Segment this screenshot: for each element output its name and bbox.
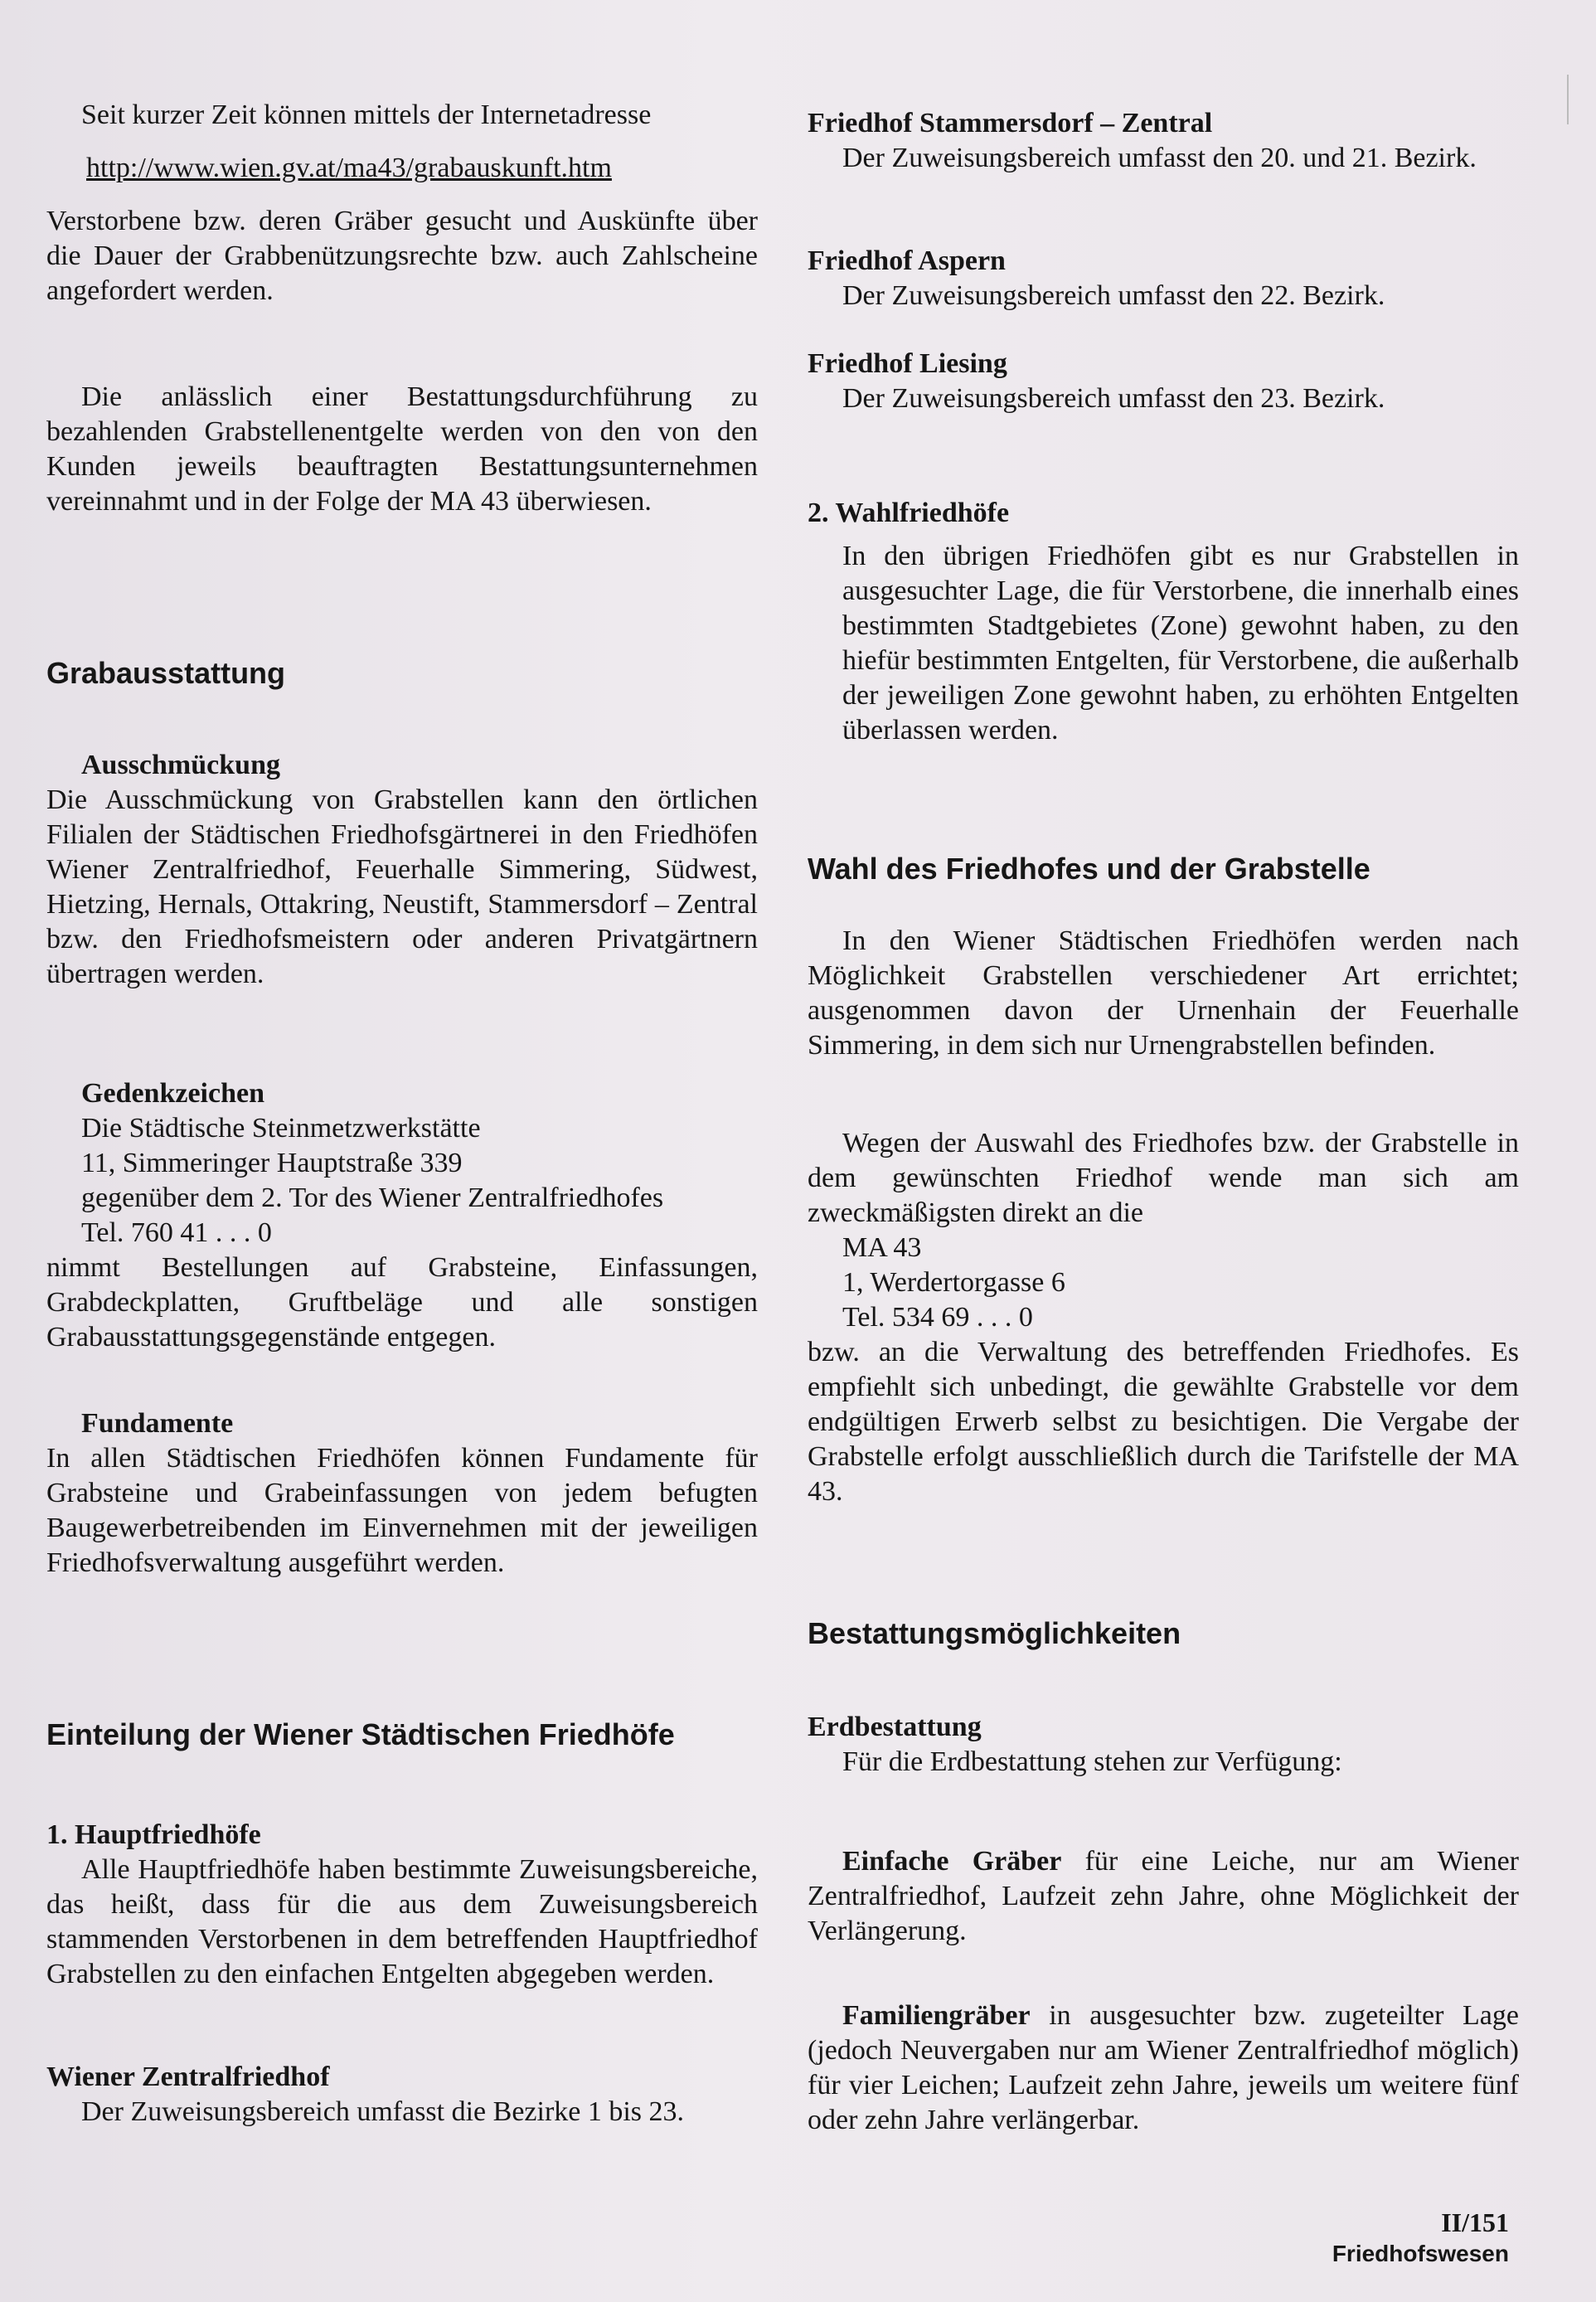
ausschmueckung-text: Die Ausschmückung von Grabstellen kann den örtlichen Filialen der Städtischen Friedhofsgärtnerei in den Friedhöfen Wiener Zentralfriedhof, Feuerhalle Simmering, Südwest, Hietzing, Hernals, Ottakring, Neustift, Stammersdorf – Zentral bzw. den Friedhofsmeistern oder anderen Privatgärtnern übertragen werden. bbox=[46, 784, 758, 989]
ma43-address: 1, Werdertorgasse 6 bbox=[842, 1267, 1065, 1298]
zentralfriedhof-text: Der Zuweisungsbereich umfasst die Bezirke 1 bis 23. bbox=[81, 2096, 685, 2127]
stammersdorf-block bbox=[808, 106, 1519, 176]
wahl-des-para3: bzw. an die Verwaltung des betreffenden Friedhofes. Es empfiehlt sich unbedingt, die gewählte Grabstelle vor dem endgültigen Erwerb selbst zu besichtigen. Die Vergabe der Grabstelle erfolgt ausschließlich durch die Tarifstelle der MA 43. bbox=[808, 1337, 1519, 1507]
einteilung-heading: Einteilung der Wiener Städtischen Friedhöfe bbox=[46, 1717, 675, 1751]
einteilung-section bbox=[46, 1717, 758, 1753]
grabausstattung-heading: Grabausstattung bbox=[46, 656, 286, 690]
wahl-des-para1: In den Wiener Städtischen Friedhöfen werden nach Möglichkeit Grabstellen verschiedener Art errichtet; ausgenommen davon der Urnenhain der Feuerhalle Simmering, in dem sich nur Urnengrabstellen befinden. bbox=[808, 925, 1519, 1061]
aspern-text: Der Zuweisungsbereich umfasst den 22. Bezirk. bbox=[842, 280, 1385, 311]
wahl-des-para2: Wegen der Auswahl des Friedhofes bzw. der Grabstelle in dem gewünschten Friedhof wende man sich am zweckmäßigsten direkt an die bbox=[808, 1128, 1519, 1228]
ma43-phone: Tel. 534 69 . . . 0 bbox=[842, 1302, 1033, 1333]
einfache-graeber-text: für eine Leiche, nur am Wiener Zentralfriedhof, Laufzeit zehn Jahre, ohne Möglichkeit der Verlängerung. bbox=[808, 1846, 1519, 1946]
fees-text: Die anlässlich einer Bestattungsdurchführung zu bezahlenden Grabstellenentgelte werden von den von den Kunden jeweils beauftragten Bestattungsunternehmen vereinnahmt und in der Folge der MA 43 überwiesen. bbox=[46, 381, 758, 517]
wahl-des-section bbox=[808, 851, 1519, 887]
einfache-graeber-block bbox=[808, 1844, 1519, 1949]
gedenkzeichen-block bbox=[46, 1076, 758, 1355]
ausschmueckung-title: Ausschmückung bbox=[81, 750, 280, 780]
familiengraeber-label: Familiengräber bbox=[842, 2000, 1031, 2031]
steinmetz-address: 11, Simmeringer Hauptstraße 339 bbox=[81, 1148, 463, 1178]
liesing-text: Der Zuweisungsbereich umfasst den 23. Bezirk. bbox=[842, 383, 1385, 414]
hauptfriedhoefe-block bbox=[46, 1818, 758, 1992]
wahlfriedhoefe-block bbox=[808, 496, 1519, 748]
hauptfriedhoefe-title: 1. Hauptfriedhöfe bbox=[46, 1819, 261, 1850]
page-footer bbox=[1332, 2206, 1509, 2269]
erdbestattung-text: Für die Erdbestattung stehen zur Verfügung: bbox=[842, 1746, 1342, 1777]
stammersdorf-text: Der Zuweisungsbereich umfasst den 20. und 21. Bezirk. bbox=[842, 143, 1477, 173]
intro-line: Seit kurzer Zeit können mittels der Internetadresse bbox=[81, 100, 652, 130]
intro-text: Verstorbene bzw. deren Gräber gesucht und Auskünfte über die Dauer der Grabbenützungsrechte bzw. auch Zahlscheine angefordert werden. bbox=[46, 206, 758, 306]
erdbestattung-title: Erdbestattung bbox=[808, 1712, 982, 1742]
gedenkzeichen-text: nimmt Bestellungen auf Grabsteine, Einfassungen, Grabdeckplatten, Gruftbeläge und alle sonstigen Grabausstattungsgegenstände entgegen. bbox=[46, 1252, 758, 1353]
grabausstattung-section bbox=[46, 655, 758, 692]
ma43-name: MA 43 bbox=[842, 1232, 922, 1263]
steinmetz-phone: Tel. 760 41 . . . 0 bbox=[81, 1217, 272, 1248]
section-name: Friedhofswesen bbox=[1332, 2241, 1509, 2266]
ausschmueckung-block bbox=[46, 748, 758, 992]
gedenkzeichen-title: Gedenkzeichen bbox=[81, 1078, 264, 1109]
bestattung-heading: Bestattungsmöglichkeiten bbox=[808, 1616, 1181, 1650]
fundamente-text: In allen Städtischen Friedhöfen können Fundamente für Grabsteine und Grabeinfassungen von jedem befugten Baugewerbetreibenden im Einvernehmen mit der jeweiligen Friedhofsverwaltung ausgeführt werden. bbox=[46, 1443, 758, 1578]
intro-block bbox=[46, 98, 758, 308]
zentralfriedhof-block bbox=[46, 2060, 758, 2130]
bestattung-section bbox=[808, 1615, 1519, 1652]
liesing-title: Friedhof Liesing bbox=[808, 348, 1007, 379]
page-number: II/151 bbox=[1441, 2207, 1509, 2237]
erdbestattung-block bbox=[808, 1710, 1519, 1780]
liesing-block bbox=[808, 347, 1519, 416]
fundamente-block bbox=[46, 1406, 758, 1581]
steinmetz-location: gegenüber dem 2. Tor des Wiener Zentralfriedhofes bbox=[81, 1183, 664, 1213]
fees-paragraph bbox=[46, 380, 758, 519]
stammersdorf-title: Friedhof Stammersdorf – Zentral bbox=[808, 108, 1213, 138]
wahlfriedhoefe-title: 2. Wahlfriedhöfe bbox=[808, 498, 1010, 528]
fundamente-title: Fundamente bbox=[81, 1408, 234, 1439]
steinmetz-line: Die Städtische Steinmetzwerkstätte bbox=[81, 1113, 481, 1144]
wahl-des-heading: Wahl des Friedhofes und der Grabstelle bbox=[808, 852, 1370, 886]
hauptfriedhoefe-text: Alle Hauptfriedhöfe haben bestimmte Zuweisungsbereiche, das heißt, dass für die aus dem Zuweisungsbereich stammenden Verstorbenen in dem betreffenden Hauptfriedhof Grabstellen zu den einfachen Entgelten abgegeben werden. bbox=[46, 1854, 758, 1989]
margin-mark bbox=[1567, 75, 1569, 124]
familiengraeber-text: in ausgesuchter bzw. zugeteilter Lage (jedoch Neuvergaben nur am Wiener Zentralfriedhof möglich) für vier Leichen; Laufzeit zehn Jahre, jeweils um weitere fünf oder zehn Jahre verlängerbar. bbox=[808, 2000, 1519, 2135]
grabauskunft-link[interactable]: http://www.wien.gv.at/ma43/grabauskunft.htm bbox=[86, 153, 612, 183]
zentralfriedhof-title: Wiener Zentralfriedhof bbox=[46, 2062, 330, 2092]
aspern-title: Friedhof Aspern bbox=[808, 245, 1006, 276]
aspern-block bbox=[808, 244, 1519, 313]
wahlfriedhoefe-text: In den übrigen Friedhöfen gibt es nur Grabstellen in ausgesuchter Lage, die für Verstorbene, die innerhalb eines bestimmten Stadtgebietes (Zone) gewohnt haben, zu den hiefür bestimmten Entgelten, für Verstorbene, die außerhalb der jeweiligen Zone gewohnt haben, zu erhöhten Entgelten überlassen werden. bbox=[842, 541, 1519, 745]
wahl-des-para2-block bbox=[808, 1126, 1519, 1509]
familiengraeber-block bbox=[808, 1998, 1519, 2138]
einfache-graeber-label: Einfache Gräber bbox=[842, 1846, 1062, 1877]
wahl-des-para1-block bbox=[808, 924, 1519, 1063]
